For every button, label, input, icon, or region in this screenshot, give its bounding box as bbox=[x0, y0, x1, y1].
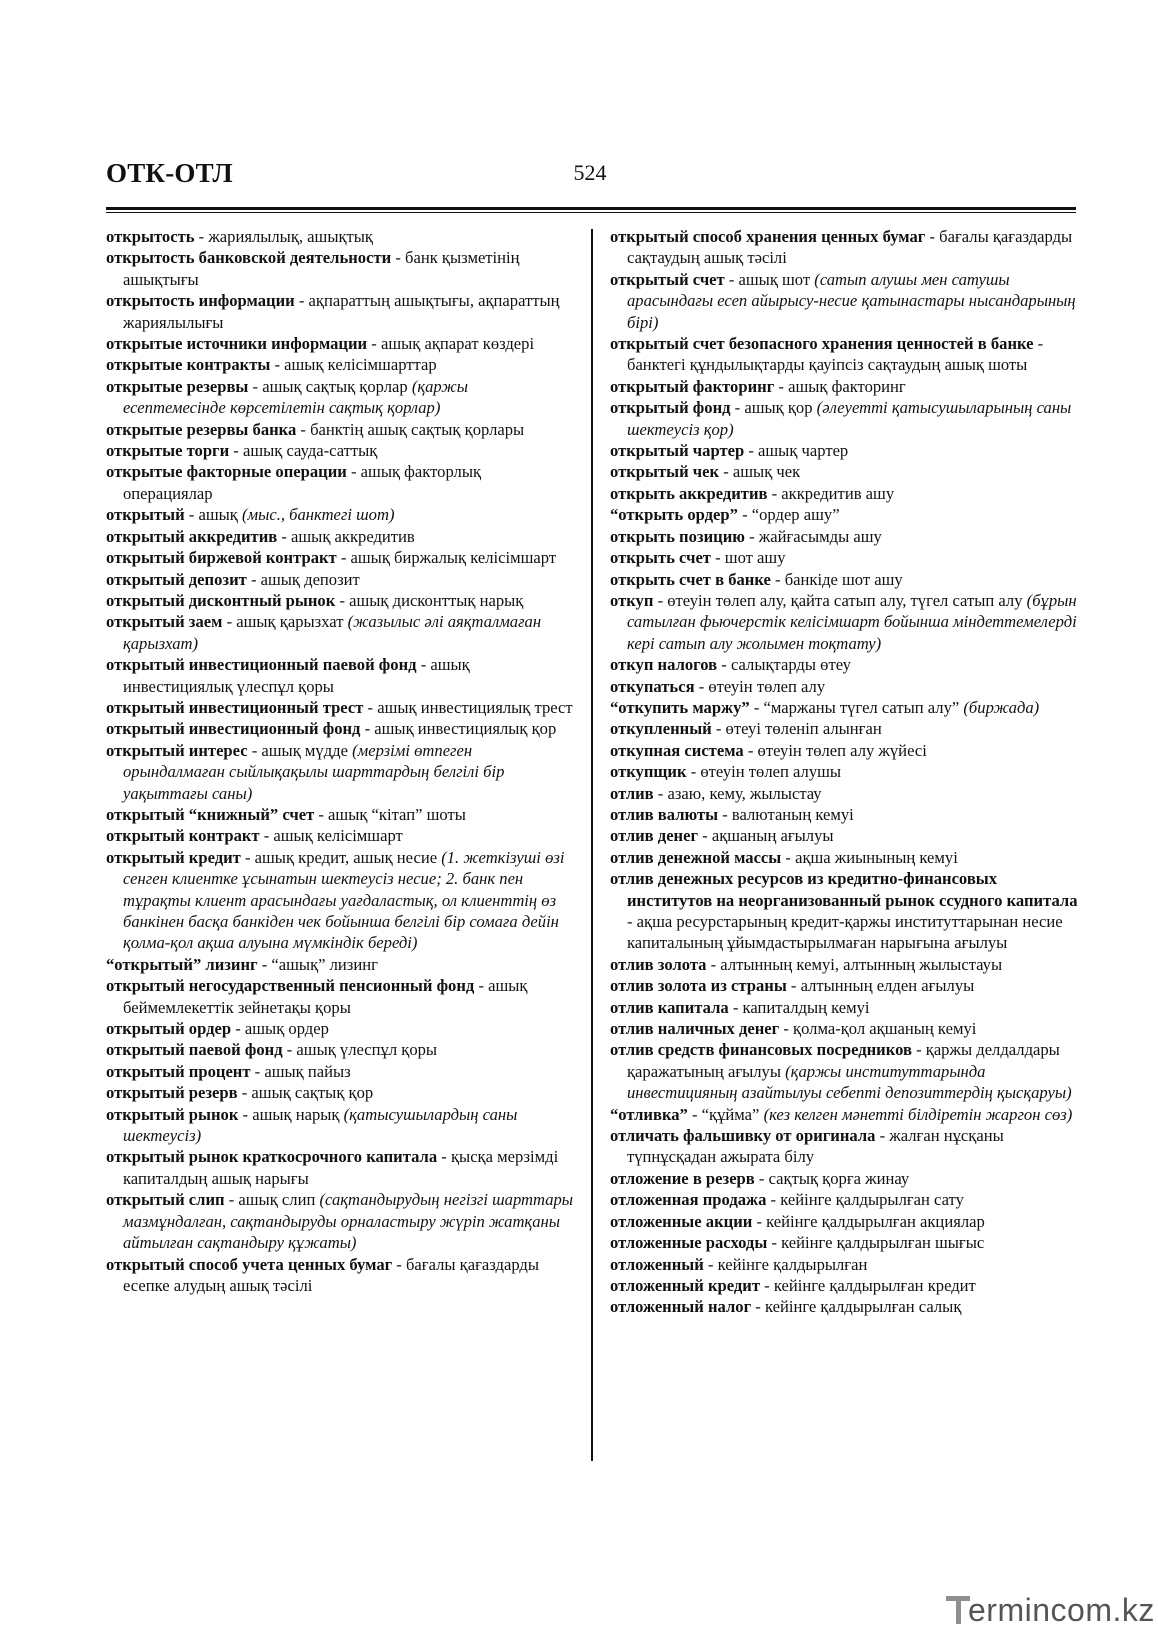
entry-term: открытый рынок краткосрочного капитала bbox=[106, 1147, 438, 1167]
entry-term: отлив bbox=[610, 783, 654, 803]
entry-translation: - азаю, кему, жылыстау bbox=[653, 783, 822, 803]
entry-translation: - ашық инвестициялық қор bbox=[360, 719, 557, 739]
entry-translation: - банкіде шот ашу bbox=[770, 569, 903, 589]
dictionary-entry bbox=[610, 461, 1078, 482]
entry-translation: - банк қызметінің ашықтығы bbox=[123, 248, 520, 289]
entry-term: отлив капитала bbox=[610, 997, 729, 1017]
entry-translation: - ашық биржалық келісімшарт bbox=[336, 548, 557, 568]
dictionary-entry bbox=[610, 718, 1078, 739]
header-rule-thin bbox=[106, 212, 1076, 213]
dictionary-entry bbox=[610, 483, 1078, 504]
dictionary-entry bbox=[610, 1211, 1078, 1232]
dictionary-entry bbox=[106, 697, 574, 718]
entry-translation: - өтеуі төленіп алынған bbox=[711, 719, 882, 739]
entry-translation: - ашық келісімшарттар bbox=[270, 355, 437, 375]
dictionary-entry bbox=[106, 954, 574, 975]
dictionary-entry bbox=[106, 975, 574, 1018]
entry-translation: - жайғасымды ашу bbox=[744, 526, 882, 546]
dictionary-entry bbox=[106, 226, 574, 247]
dictionary-entry bbox=[106, 461, 574, 504]
entry-term: открыть счет в банке bbox=[610, 569, 771, 589]
entry-translation: - ашық факторлық операциялар bbox=[123, 462, 482, 503]
dictionary-entry bbox=[106, 440, 574, 461]
entry-translation: - ашық нарық bbox=[238, 1104, 344, 1124]
entry-term: откупщик bbox=[610, 762, 687, 782]
page-header-title: ОТК-ОТЛ bbox=[106, 158, 233, 188]
entry-term: открытый контракт bbox=[106, 826, 260, 846]
entry-translation: - салықтарды өтеу bbox=[717, 655, 851, 675]
entry-term: откупаться bbox=[610, 676, 695, 696]
entry-term: откупленный bbox=[610, 719, 712, 739]
entry-term: отложенная продажа bbox=[610, 1190, 767, 1210]
entry-translation: - өтеуін төлеп алу, қайта сатып алу, түгел сатып алу bbox=[653, 590, 1027, 610]
entry-term: открытый счет bbox=[610, 269, 725, 289]
entry-translation: - кейінге қалдырылған шығыс bbox=[767, 1233, 985, 1253]
entry-translation: - ашық депозит bbox=[246, 569, 360, 589]
entry-translation: - ашық келісімшарт bbox=[259, 826, 403, 846]
entry-term: открытый ордер bbox=[106, 1019, 232, 1039]
entry-term: открытый депозит bbox=[106, 569, 247, 589]
entry-term: “отливка” bbox=[610, 1104, 688, 1124]
dictionary-entry bbox=[106, 1039, 574, 1060]
logo-t-stem bbox=[956, 1596, 961, 1624]
entry-note: (мыс., банктегі шот) bbox=[241, 505, 395, 525]
entry-translation: - ашық кредит, ашық несие bbox=[240, 847, 442, 867]
dictionary-entry bbox=[106, 504, 574, 525]
dictionary-entry bbox=[106, 1254, 574, 1297]
dictionary-entry bbox=[610, 868, 1078, 954]
dictionary-entry bbox=[106, 1061, 574, 1082]
entry-term: открытый резерв bbox=[106, 1083, 238, 1103]
entry-note: (мерзімі өтпеген орындалмаған сыйлықақылы шарттардың белгілі бір уақыттағы саны) bbox=[123, 740, 505, 803]
entry-term: отличать фальшивку от оригинала bbox=[610, 1126, 876, 1146]
entry-translation: - ашық факторинг bbox=[774, 376, 906, 396]
dictionary-entry bbox=[106, 718, 574, 739]
dictionary-entry bbox=[610, 569, 1078, 590]
dictionary-entry bbox=[106, 247, 574, 290]
entry-translation: - ашық беймемлекеттік зейнетақы қоры bbox=[123, 976, 528, 1017]
entry-translation: - өтеуін төлеп алу жүйесі bbox=[743, 740, 927, 760]
dictionary-entry bbox=[610, 804, 1078, 825]
dictionary-entry bbox=[610, 1189, 1078, 1210]
dictionary-entry bbox=[106, 333, 574, 354]
entry-term: открытый процент bbox=[106, 1061, 251, 1081]
logo-text: ermincom.kz bbox=[968, 1592, 1155, 1628]
entry-translation: - сақтық қорға жинау bbox=[754, 1168, 910, 1188]
entry-term: откуп bbox=[610, 590, 654, 610]
dictionary-entry bbox=[106, 590, 574, 611]
entry-translation: - ашық ақпарат көздері bbox=[367, 334, 535, 354]
entry-translation: - ашық аккредитив bbox=[277, 526, 415, 546]
dictionary-entry bbox=[610, 1275, 1078, 1296]
entry-term: отложенные акции bbox=[610, 1211, 753, 1231]
entry-term: открытый кредит bbox=[106, 847, 241, 867]
entry-term: открытый bbox=[106, 505, 185, 525]
entry-translation: - ашық bbox=[184, 505, 242, 525]
dictionary-entry bbox=[106, 611, 574, 654]
entry-translation: - бағалы қағаздарды сақтаудың ашық тәсілі bbox=[627, 227, 1073, 268]
entry-term: открытый способ хранения ценных бумаг bbox=[610, 227, 926, 246]
entry-term: отлив золота bbox=[610, 954, 707, 974]
entry-term: откуп налогов bbox=[610, 655, 718, 675]
entry-term: открытый счет безопасного хранения ценностей в банке bbox=[610, 334, 1034, 354]
entry-term: открытый “книжный” счет bbox=[106, 804, 315, 824]
dictionary-entry bbox=[610, 1104, 1078, 1125]
entry-translation: - аккредитив ашу bbox=[767, 483, 895, 503]
entry-term: “открытый” лизинг bbox=[106, 954, 258, 974]
entry-term: отлив средств финансовых посредников bbox=[610, 1040, 912, 1060]
entry-term: отлив денежных ресурсов из кредитно-финансовых институтов на неорганизованный рынок ссудного капитала bbox=[610, 869, 1078, 910]
dictionary-entry bbox=[610, 1232, 1078, 1253]
entry-translation: - кейінге қалдырылған салық bbox=[751, 1297, 962, 1317]
entry-translation: - кейінге қалдырылған акциялар bbox=[752, 1211, 985, 1231]
entry-translation: - жариялылық, ашықтық bbox=[194, 227, 373, 246]
entry-translation: - ақшаның ағылуы bbox=[698, 826, 834, 846]
entry-term: открытый инвестиционный трест bbox=[106, 697, 364, 717]
dictionary-entry bbox=[106, 547, 574, 568]
dictionary-entry bbox=[106, 1018, 574, 1039]
dictionary-entry bbox=[610, 697, 1078, 718]
dictionary-entry bbox=[610, 1125, 1078, 1168]
entry-translation: - валютаның кемуі bbox=[718, 804, 854, 824]
dictionary-entry bbox=[610, 333, 1078, 376]
entry-note: (қаржы есептемесінде көрсетілетін сақтық қорлар) bbox=[123, 376, 468, 418]
dictionary-entry bbox=[610, 1296, 1078, 1317]
entry-term: открытость информации bbox=[106, 291, 295, 311]
dictionary-entry bbox=[106, 419, 574, 440]
entry-translation: - ашық чек bbox=[719, 462, 801, 482]
entry-term: “откупить маржу” bbox=[610, 697, 750, 717]
entry-translation: - қолма-қол ақшаның кемуі bbox=[779, 1019, 977, 1039]
entry-note: (қатысушылардың саны шектеусіз) bbox=[123, 1104, 518, 1146]
dictionary-entry bbox=[106, 1189, 574, 1253]
dictionary-entry bbox=[610, 590, 1078, 654]
entry-translation: - ашық инвестициялық трест bbox=[363, 697, 573, 717]
dictionary-entry bbox=[610, 1018, 1078, 1039]
entry-term: открытый факторинг bbox=[610, 376, 775, 396]
entry-translation: - ашық сақтық қор bbox=[237, 1083, 374, 1103]
entry-term: отлив валюты bbox=[610, 804, 719, 824]
entry-term: откупная система bbox=[610, 740, 744, 760]
page-number: 524 bbox=[573, 160, 607, 185]
dictionary-entry bbox=[106, 1146, 574, 1189]
dictionary-entry bbox=[610, 526, 1078, 547]
entry-translation: - ақша жиынының кемуі bbox=[781, 847, 958, 867]
right-column bbox=[610, 226, 1078, 1318]
entry-translation: - капиталдың кемуі bbox=[728, 997, 870, 1017]
entry-translation: - өтеуін төлеп алушы bbox=[686, 762, 842, 782]
dictionary-entry bbox=[106, 354, 574, 375]
entry-translation: - “ордер ашу” bbox=[737, 505, 840, 525]
dictionary-entry bbox=[610, 547, 1078, 568]
entry-note: (сатып алушы мен сатушы арасындағы есеп айырысу-несие қатынастары нысандарының бірі) bbox=[627, 269, 1076, 332]
entry-term: отлив наличных денег bbox=[610, 1019, 780, 1039]
entry-term: отлив денежной массы bbox=[610, 847, 782, 867]
entry-translation: - ашық үлеспұл қоры bbox=[282, 1040, 438, 1060]
entry-translation: - ашық пайыз bbox=[250, 1061, 351, 1081]
entry-term: открытый интерес bbox=[106, 740, 248, 760]
entry-translation: - ашық “кітап” шоты bbox=[314, 804, 466, 824]
entry-translation: - ашық қарызхат bbox=[222, 612, 348, 632]
dictionary-entry bbox=[610, 654, 1078, 675]
entry-translation: - ашық ордер bbox=[231, 1019, 329, 1039]
entry-translation: - қаржы делдалдары қаражатының ағылуы bbox=[627, 1040, 1060, 1081]
entry-translation: - алтынның елден ағылуы bbox=[786, 976, 975, 996]
entry-term: отлив золота из страны bbox=[610, 976, 787, 996]
entry-note: (жазылыс әлі аяқталмаған қарызхат) bbox=[123, 612, 542, 653]
entry-translation: - ашық мүдде bbox=[247, 740, 353, 760]
entry-term: открыть счет bbox=[610, 548, 711, 568]
header-rule-thick bbox=[106, 207, 1076, 210]
entry-term: “открыть ордер” bbox=[610, 505, 738, 525]
dictionary-entry bbox=[106, 290, 574, 333]
entry-translation: - кейінге қалдырылған кредит bbox=[760, 1275, 976, 1295]
entry-term: открытые факторные операции bbox=[106, 462, 347, 482]
entry-term: открытость bbox=[106, 227, 195, 246]
entry-translation: - ашық сақтық қорлар bbox=[248, 376, 412, 396]
entry-term: открытый биржевой контракт bbox=[106, 548, 337, 568]
entry-term: открытые резервы bbox=[106, 376, 249, 396]
dictionary-entry bbox=[610, 975, 1078, 996]
dictionary-entry bbox=[610, 740, 1078, 761]
entry-term: отложенный налог bbox=[610, 1297, 752, 1317]
dictionary-entry bbox=[610, 397, 1078, 440]
entry-term: отлив денег bbox=[610, 826, 699, 846]
entry-term: отложенный кредит bbox=[610, 1275, 761, 1295]
dictionary-entry bbox=[610, 847, 1078, 868]
entry-term: открыть аккредитив bbox=[610, 483, 768, 503]
entry-term: открытый негосударственный пенсионный фонд bbox=[106, 976, 475, 996]
entry-translation: - ашық қор bbox=[730, 398, 817, 418]
entry-translation: - шот ашу bbox=[710, 548, 786, 568]
dictionary-entry bbox=[106, 1082, 574, 1103]
entry-term: открытость банковской деятельности bbox=[106, 248, 392, 268]
entry-term: отложенные расходы bbox=[610, 1233, 768, 1253]
entry-translation: - “құйма” bbox=[687, 1104, 764, 1124]
entry-term: открытый фонд bbox=[610, 398, 731, 418]
dictionary-entry bbox=[106, 569, 574, 590]
termincom-logo bbox=[944, 1588, 1155, 1632]
dictionary-entry bbox=[610, 761, 1078, 782]
dictionary-entry bbox=[610, 269, 1078, 333]
dictionary-entry bbox=[610, 997, 1078, 1018]
entry-translation: - ашық инвестициялық үлеспұл қоры bbox=[123, 655, 470, 696]
dictionary-entry bbox=[610, 1254, 1078, 1275]
entry-translation: - алтынның кемуі, алтынның жылыстауы bbox=[706, 954, 1003, 974]
entry-note: (бұрын сатылған фьючерстік келісімшарт бойынша міндеттемелерді кері сатып алу жолымен тоқтату) bbox=[627, 590, 1077, 653]
entry-translation: - кейінге қалдырылған сату bbox=[766, 1190, 964, 1210]
entry-translation: - ашық дисконттық нарық bbox=[335, 590, 524, 610]
entry-translation: - банктегі құндылықтарды қауіпсіз сақтаудың ашық шоты bbox=[627, 334, 1044, 375]
dictionary-entry bbox=[610, 1039, 1078, 1103]
column-divider bbox=[591, 229, 593, 1461]
dictionary-entry bbox=[106, 526, 574, 547]
entry-translation: - “ашық” лизинг bbox=[257, 954, 378, 974]
entry-translation: - ашық шот bbox=[724, 269, 815, 289]
entry-note: (кез келген мәнетті білдіретін жаргон сөз) bbox=[763, 1104, 1073, 1124]
dictionary-entry bbox=[610, 1168, 1078, 1189]
dictionary-entry bbox=[610, 440, 1078, 461]
entry-translation: - кейінге қалдырылған bbox=[703, 1254, 868, 1274]
entry-term: открытый заем bbox=[106, 612, 223, 632]
entry-term: открытый инвестиционный фонд bbox=[106, 719, 361, 739]
entry-translation: - “маржаны түгел сатып алу” bbox=[749, 697, 964, 717]
dictionary-entry bbox=[106, 847, 574, 954]
entry-term: открыть позицию bbox=[610, 526, 745, 546]
entry-translation: - ашық слип bbox=[224, 1190, 320, 1210]
entry-term: открытые источники информации bbox=[106, 334, 368, 354]
dictionary-entry bbox=[610, 504, 1078, 525]
entry-term: открытый чартер bbox=[610, 441, 745, 461]
entry-translation: - қысқа мерзімді капиталдың ашық нарығы bbox=[123, 1147, 559, 1188]
entry-term: отложение в резерв bbox=[610, 1168, 755, 1188]
dictionary-entry bbox=[106, 376, 574, 419]
entry-term: открытые контракты bbox=[106, 355, 271, 375]
entry-note: (биржада) bbox=[963, 697, 1040, 717]
entry-translation: - ашық сауда-саттық bbox=[229, 441, 378, 461]
entry-note: (қаржы институттарында инвестицияның азайтылуы себепті депозиттердің қысқаруы) bbox=[627, 1061, 1072, 1103]
dictionary-entry bbox=[610, 676, 1078, 697]
entry-term: отложенный bbox=[610, 1254, 704, 1274]
entry-translation: - жалған нұсқаны түпнұсқадан ажырата білу bbox=[627, 1126, 1004, 1167]
dictionary-entry bbox=[610, 825, 1078, 846]
dictionary-entry bbox=[610, 376, 1078, 397]
entry-term: открытые торги bbox=[106, 441, 230, 461]
entry-term: открытый дисконтный рынок bbox=[106, 590, 336, 610]
left-column bbox=[106, 226, 574, 1296]
entry-translation: - банктің ашық сақтық қорлары bbox=[296, 419, 525, 439]
entry-note: (1. жеткізушi өзi сенген клиентке ұсынатын шектеусiз несие; 2. банк пен тұрақты клиент арасындағы уағдаластық, ол клиенттiң өз банкiнен басқа банкiден чек бойынша белгiлi бiр сомаға дейiн қолма-қол ақша алуына мүмкiндiк бередi) bbox=[123, 847, 565, 953]
dictionary-entry bbox=[106, 654, 574, 697]
entry-term: открытый рынок bbox=[106, 1104, 239, 1124]
entry-translation: - бағалы қағаздарды есепке алудың ашық тәсілі bbox=[123, 1254, 540, 1295]
entry-term: открытый чек bbox=[610, 462, 720, 482]
entry-term: открытые резервы банка bbox=[106, 419, 297, 439]
dictionary-entry bbox=[610, 954, 1078, 975]
dictionary-entry bbox=[106, 825, 574, 846]
entry-term: открытый аккредитив bbox=[106, 526, 278, 546]
dictionary-entry bbox=[106, 740, 574, 804]
entry-translation: - ақша ресурстарының кредит-қаржы институттарынан несие капиталының ұйымдастырылмаған нарығына ағылуы bbox=[627, 912, 1063, 953]
entry-note: (сақтандырудың негізгі шарттары мазмұндалған, сақтандыруды орналастыру жүріп жатқаны айтылған сақтандыру құжаты) bbox=[123, 1190, 574, 1253]
dictionary-entry bbox=[610, 783, 1078, 804]
entry-note: (әлеуетті қатысушыларының саны шектеусіз қор) bbox=[627, 398, 1072, 439]
entry-term: открытый паевой фонд bbox=[106, 1040, 283, 1060]
entry-term: открытый инвестиционный паевой фонд bbox=[106, 655, 417, 675]
entry-translation: - өтеуін төлеп алу bbox=[694, 676, 826, 696]
dictionary-entry bbox=[610, 226, 1078, 269]
entry-term: открытый способ учета ценных бумаг bbox=[106, 1254, 393, 1274]
entry-translation: - ақпараттың ашықтығы, ақпараттың жариялылығы bbox=[123, 291, 560, 332]
entry-term: открытый слип bbox=[106, 1190, 225, 1210]
entry-translation: - ашық чартер bbox=[744, 441, 849, 461]
dictionary-entry bbox=[106, 804, 574, 825]
dictionary-entry bbox=[106, 1104, 574, 1147]
